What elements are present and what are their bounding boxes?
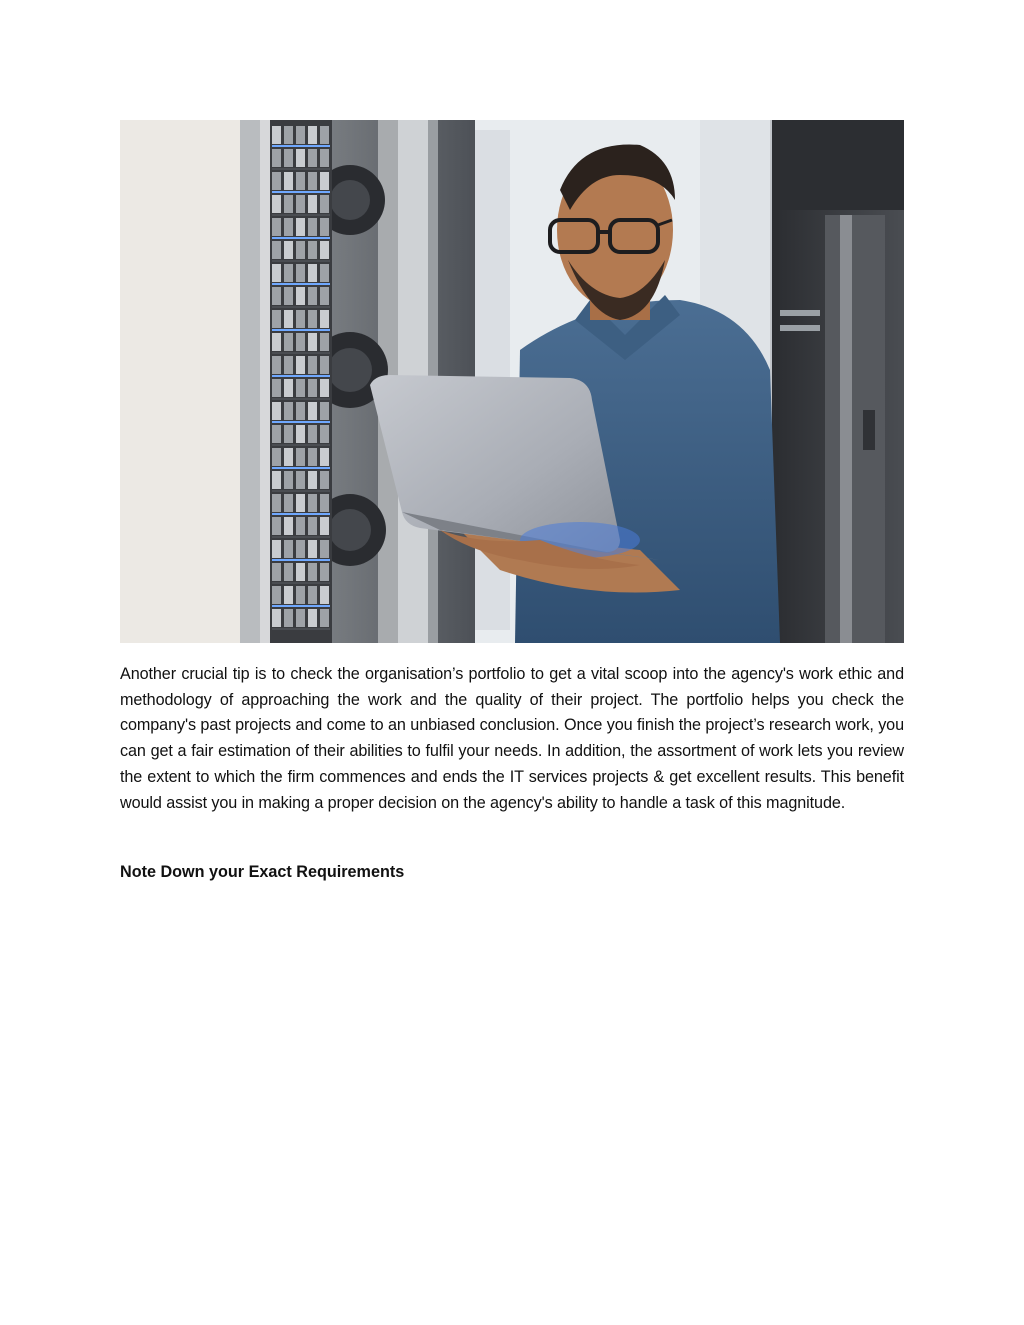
body-paragraph: Another crucial tip is to check the organisation’s portfolio to get a vital scoop into the agency's work ethic and methodology of approaching the work and the quality of their project. The portfolio helps you check the company's past projects and come to an unbiased conclusion. Once you finish the project’s research work, you can get a fair estimation of their abilities to fulfil your needs. In addition, the assortment of work lets you review the extent to which the firm commences and ends the IT services projects & get excellent results. This benefit would assist you in making a proper decision on the agency's ability to handle a task of this magnitude. xyxy=(120,665,904,812)
photo-illustration xyxy=(120,120,904,643)
section-heading: Note Down your Exact Requirements xyxy=(120,863,405,881)
server-room-photo xyxy=(120,120,904,643)
